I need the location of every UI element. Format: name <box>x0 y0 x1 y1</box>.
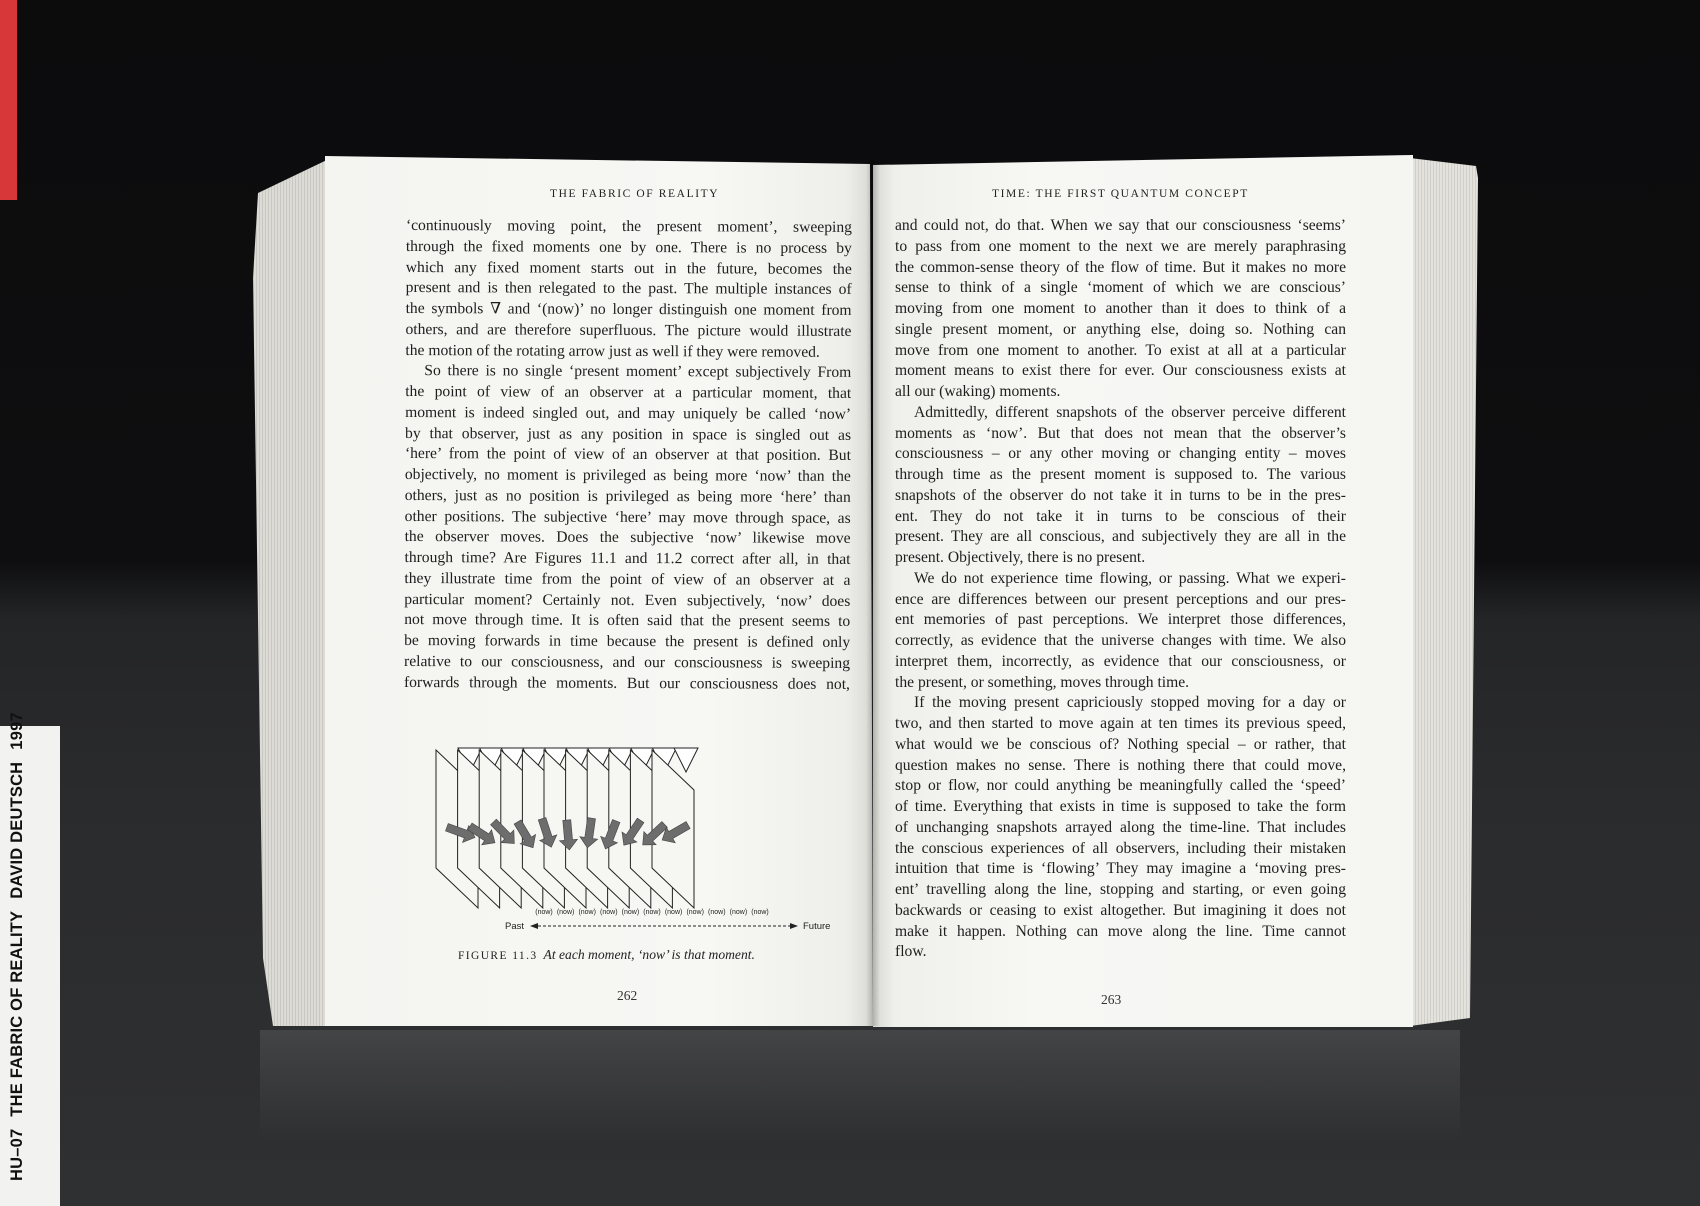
now-label: (now) <box>556 909 575 916</box>
right-page-text-line: to pass from one moment to the next we are merely paraphrasing <box>895 237 1346 255</box>
right-page-text-line: ent’ travelling along the line, stopping and starting, or even going <box>895 881 1346 898</box>
left-page-text-line: other positions. The subjective ‘here’ may move through space, as <box>404 507 851 527</box>
now-label: (now) <box>708 909 726 916</box>
right-page-text-line: what would we be conscious of? Nothing special – or rather, that <box>895 735 1346 753</box>
now-label: (now) <box>621 909 640 916</box>
left-page-text-line: others, and are therefore superfluous. The picture would illustrate <box>405 320 852 340</box>
right-page-text-line: move from one moment to another. To exist at all at a particular <box>895 341 1346 359</box>
left-page-text-line: not move through time. It is often said that the present seems to <box>404 611 851 631</box>
right-page-number: 263 <box>1101 992 1122 1007</box>
book-gutter <box>866 160 880 1026</box>
right-page-text-line: correctly, as evidence that the universe changes with time. We also <box>895 632 1346 649</box>
right-page-text-line: the common-sense theory of the flow of time. But it makes no more <box>895 258 1346 276</box>
right-page-text-line: single present moment, or anything else, doing so. Nothing can <box>895 320 1346 338</box>
left-page-text-line: they illustrate time from the point of view of an observer at a <box>404 569 851 589</box>
right-page-text-line: through time as the present moment is supposed to. The various <box>895 466 1346 483</box>
left-page-text-line: by that observer, just as any position in space is singled out as <box>405 424 852 444</box>
figure-11-3-diagram <box>420 740 850 940</box>
future-label: Future <box>803 921 831 932</box>
left-page-text <box>404 216 852 695</box>
now-label: (now) <box>535 909 553 916</box>
left-page-text-line: the motion of the rotating arrow just as well if they were removed. <box>405 341 820 361</box>
left-running-head: THE FABRIC OF REALITY <box>550 188 720 200</box>
right-page-text-line: of time. Everything that exists in time is supposed to take the form <box>895 798 1346 815</box>
now-label: (now) <box>751 909 769 916</box>
left-page-text-line: particular moment? Certainly not. Even subjectively, ‘now’ does <box>404 590 851 610</box>
left-page-text-line: the point of view of an observer at a particular moment, that <box>405 382 852 402</box>
now-marker-triangle <box>674 748 698 772</box>
figure-caption <box>458 947 755 963</box>
now-label: (now) <box>664 909 683 916</box>
right-page-text-line: sense to think of a single ‘moment of which we are conscious’ <box>895 279 1346 297</box>
right-page-text-line: the conscious experiences of all observers, including their mistaken <box>895 839 1346 857</box>
left-page-text-line: So there is no single ‘present moment’ except subjectively From <box>424 362 852 382</box>
past-arrowhead <box>530 923 538 929</box>
right-page-text-line: If the moving present capriciously stopped moving for a day or <box>914 694 1346 712</box>
left-page-text-line: ‘continuously moving point, the present moment’, sweeping <box>405 216 852 236</box>
past-label: Past <box>504 921 524 932</box>
book-reflection <box>260 1030 1460 1140</box>
figure-caption-text: At each moment, ‘now’ is that moment. <box>543 947 755 962</box>
catalog-code: HU–07 <box>8 1128 26 1181</box>
right-page-text-line: the present, or something, moves through time. <box>895 673 1190 691</box>
right-page-text-line: moments as ‘now’. But that does not mean that the observer’s <box>895 424 1346 442</box>
right-page-text-line: make it happen. Nothing can move along the line. Time cannot <box>895 922 1346 940</box>
right-page-text-line: ence are differences between our present perceptions and our pres- <box>895 590 1346 608</box>
right-page-edges <box>1410 158 1478 1026</box>
right-page-text-line: backwards or ceasing to exist altogether. But imagining it does not <box>895 901 1346 919</box>
right-page-text-line: stop or flow, nor could anything be meaningfully called the ‘speed’ <box>895 777 1346 795</box>
left-page-text-line: moment is indeed singled out, and may uniquely be called ‘now’ <box>405 403 852 423</box>
left-page-text-line: forwards through the moments. But our consciousness does not, <box>403 673 850 693</box>
left-page-text-line: be moving forwards in time because the present is defined only <box>404 631 851 651</box>
now-labels <box>535 909 769 916</box>
red-corner-tab <box>0 0 17 200</box>
right-page-text <box>895 216 1346 963</box>
now-label: (now) <box>600 909 618 916</box>
left-page-text-line: which any fixed moment starts out in the future, becomes the <box>405 258 852 278</box>
now-label: (now) <box>578 909 596 916</box>
right-page-text-line: ent. They do not take it in turns to be conscious of their <box>895 507 1346 525</box>
left-page-number: 262 <box>617 988 638 1003</box>
right-page-text-line: We do not experience time flowing, or passing. What we experi- <box>914 569 1346 587</box>
right-page-text-line: ent memories of past perceptions. We interpret those differences, <box>895 611 1346 629</box>
left-page-text-line: others, just as no position is privileged as being more ‘here’ than <box>404 486 851 506</box>
left-page-text-line: present and is then relegated to the past. The multiple instances of <box>405 279 852 299</box>
right-page-text-line: moving from one moment to another than it does to think of a <box>895 300 1346 317</box>
right-page-text-line: all our (waking) moments. <box>895 383 1061 400</box>
right-page-text-line: snapshots of the observer do not take it in turns to be in the pres- <box>895 486 1346 504</box>
future-arrowhead <box>790 923 798 929</box>
left-page-text-line: the symbols ∇ and ‘(now)’ no longer distinguish one moment from <box>405 299 852 319</box>
figure-caption-label: FIGURE 11.3 <box>458 950 538 962</box>
left-page-text-line: objectively, no moment is privileged as being more ‘now’ than the <box>404 465 851 485</box>
side-caption-text <box>8 700 27 1181</box>
right-running-head: TIME: THE FIRST QUANTUM CONCEPT <box>992 188 1249 200</box>
right-page-text-line: present. Objectively, there is no present. <box>895 549 1146 566</box>
right-page-text-line: and could not, do that. When we say that our consciousness ‘seems’ <box>895 217 1346 234</box>
left-page-text-line: the observer moves. Does the subjective ‘now’ likewise move <box>404 528 851 548</box>
year-label: 1997 <box>8 712 26 750</box>
right-page-text-line: consciousness – or any other moving or changing entity – moves <box>895 445 1346 463</box>
left-page-text-line: through time? Are Figures 11.1 and 11.2 correct after all, in that <box>404 548 851 568</box>
left-page-text-line: through the fixed moments one by one. There is no process by <box>405 237 852 257</box>
right-page-text-line: moment means to exist there for ever. Our consciousness exists at <box>895 362 1346 380</box>
left-page-text-line: ‘here’ from the point of view of an observer at that position. But <box>404 445 851 465</box>
right-page-text-line: flow. <box>895 943 927 961</box>
right-page-text-line: two, and then started to move again at ten times its previous speed, <box>895 715 1346 732</box>
right-page-text-line: present. They are all conscious, and subjectively they are all in the <box>895 528 1346 546</box>
left-page-text-line: relative to our consciousness, and our consciousness is sweeping <box>404 652 851 672</box>
right-page-text-line: intuition that time is ‘flowing’ They may imagine a ‘moving pres- <box>895 860 1346 878</box>
right-page-text-line: question makes no sense. There is nothing there that could move, <box>895 756 1346 774</box>
side-caption-label <box>0 712 60 1206</box>
author-label: DAVID DEUTSCH <box>8 761 26 899</box>
now-label: (now) <box>729 909 748 916</box>
right-page-text-line: interpret them, incorrectly, as evidence that our consciousness, or <box>895 652 1346 670</box>
now-label: (now) <box>643 909 661 916</box>
right-page-text-line: of unchanging snapshots arrayed along the time-line. That includes <box>895 818 1346 836</box>
left-page-edges <box>233 158 330 1026</box>
book-title-label: THE FABRIC OF REALITY <box>8 910 26 1117</box>
right-page-text-line: Admittedly, different snapshots of the observer perceive different <box>914 403 1346 421</box>
now-label: (now) <box>686 909 704 916</box>
